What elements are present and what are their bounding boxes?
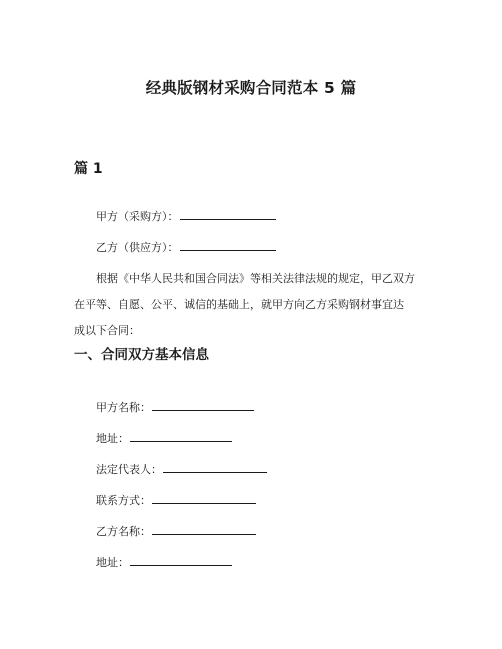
party-a-label: 甲方（采购方）： [96,210,179,223]
info-label: 联系方式： [96,494,151,507]
document-title: 经典版钢材采购合同范本 5 篇 [145,79,357,97]
info-line-party-a-address [96,431,232,447]
info-blank [152,493,256,504]
info-blank [152,400,254,411]
party-a-blank [180,209,276,220]
info-label: 法定代表人： [96,463,162,476]
intro-line-1: 根据《中华人民共和国合同法》等相关法律法规的规定，甲乙双方 [96,272,415,285]
intro-paragraph [74,266,436,344]
intro-line-2: 在平等、自愿、公平、诚信的基础上，就甲方向乙方采购钢材事宜达 [74,298,404,311]
intro-line-3: 成以下合同： [74,324,140,337]
info-line-contact [96,493,256,509]
info-line-party-b-address [96,555,232,571]
info-line-legal-rep [96,462,267,478]
info-label: 乙方名称： [96,525,151,538]
subsection-heading: 一、合同双方基本信息 [74,347,209,363]
info-blank [152,524,256,535]
info-blank [130,431,232,442]
info-label: 甲方名称： [96,401,151,414]
party-b-label: 乙方（供应方）： [96,241,179,254]
info-label: 地址： [96,432,129,445]
party-b-blank [180,240,276,251]
info-blank [130,555,232,566]
info-line-party-a-name [96,400,254,416]
info-blank [163,462,267,473]
party-a-line [96,209,276,225]
section-heading: 篇 1 [74,161,103,177]
info-line-party-b-name [96,524,256,540]
info-label: 地址： [96,556,129,569]
party-b-line [96,240,276,256]
